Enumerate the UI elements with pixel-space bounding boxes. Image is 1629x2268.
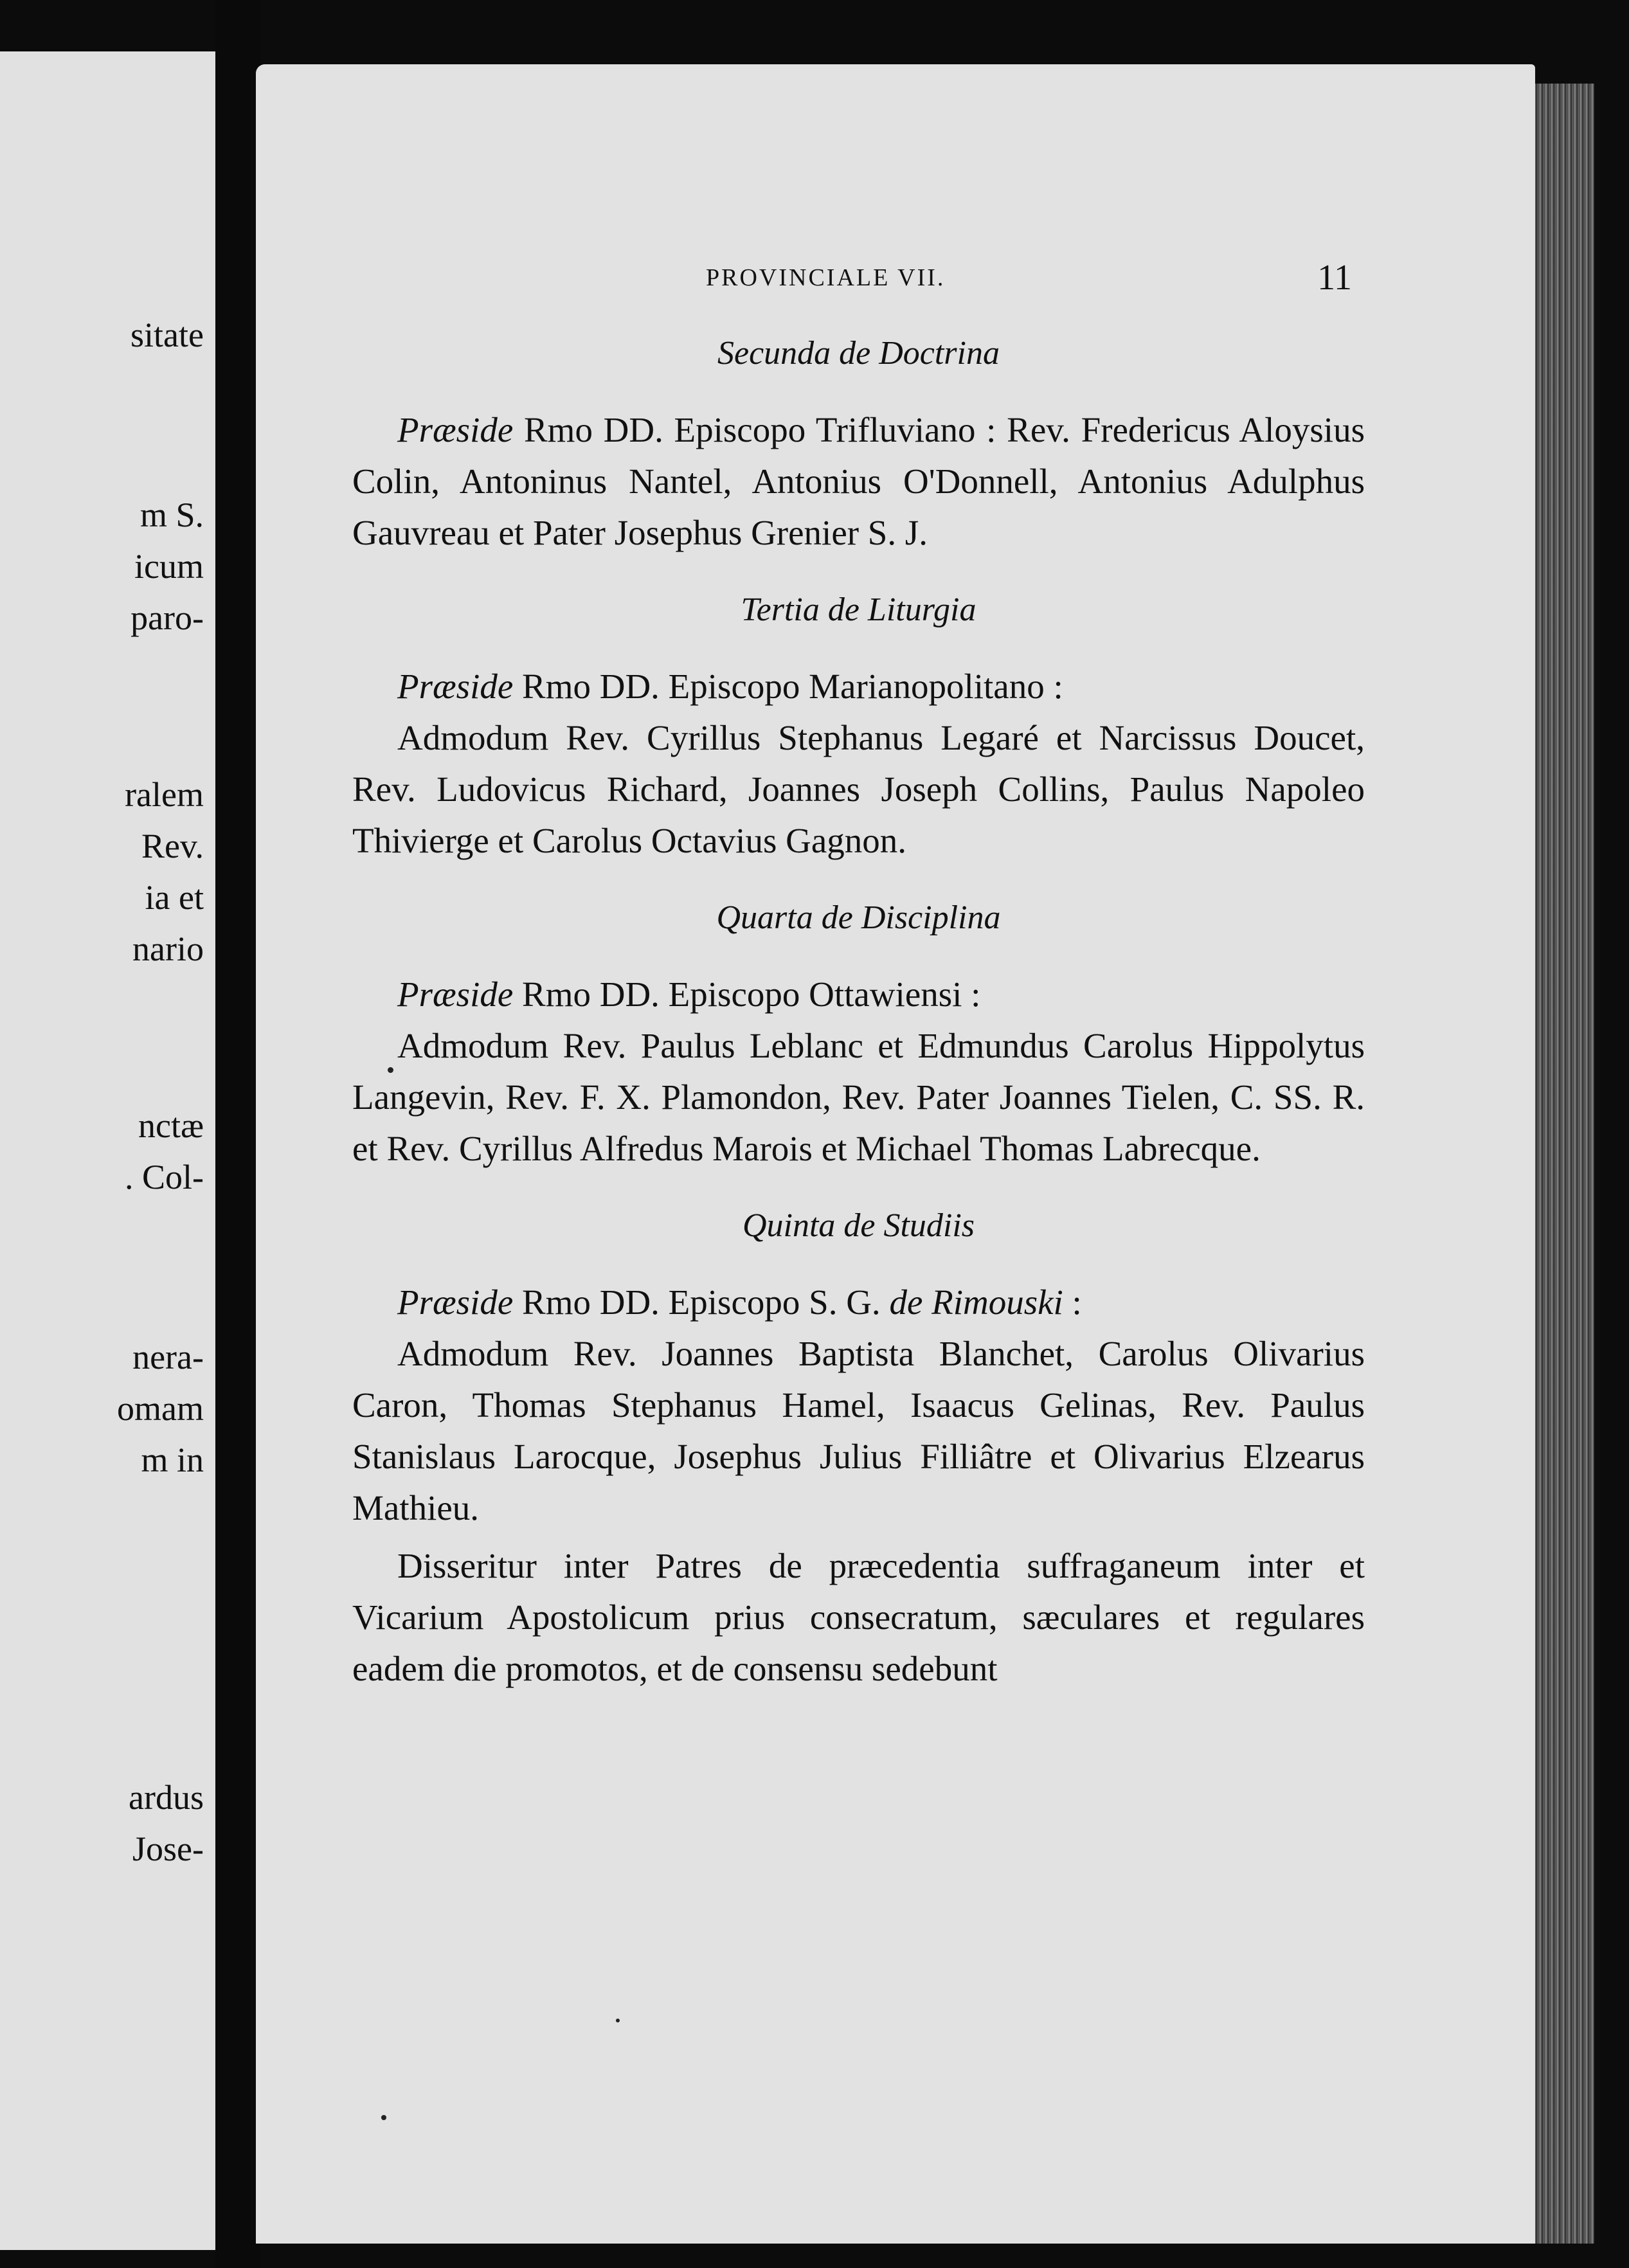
left-page-line: ralem [125, 775, 204, 814]
section-title: Secunda de Doctrina [717, 335, 1000, 372]
preside-end: : [1063, 1282, 1082, 1322]
left-page-line: nario [132, 930, 204, 968]
scan-speck [381, 2115, 386, 2120]
members-paragraph: Admodum Rev. Joannes Baptista Blanchet, Carolus Olivarius Caron, Thomas Stephanus Hamel, Isaacus Gelinas, Rev. Paulus Stanislaus Larocque, Josephus Julius Filliâtre et Olivarius Elzearus Mathieu. [352, 1334, 1365, 1527]
book-page [256, 64, 1535, 2244]
left-page-line: omam [117, 1389, 204, 1428]
preside-label: Præside [397, 975, 514, 1014]
members-paragraph: Admodum Rev. Cyrillus Stephanus Legaré et Narcissus Doucet, Rev. Ludovicus Richard, Joannes Joseph Collins, Paulus Napoleo Thivierge et Carolus Octavius Gagnon. [352, 718, 1365, 860]
section-title: Quarta de Disciplina [716, 899, 1001, 936]
page-content [352, 257, 1365, 1695]
preside-label: Præside [397, 410, 514, 449]
section-title: Tertia de Liturgia [741, 591, 977, 628]
page-number: 11 [1317, 258, 1352, 298]
preside-label: Præside [397, 1282, 514, 1322]
scan-speck [616, 2019, 620, 2022]
left-page-line: Jose- [132, 1830, 204, 1868]
section-paragraph [352, 404, 1365, 559]
scan-speck [388, 1067, 393, 1073]
page-header [352, 257, 1365, 309]
previous-page-fragment [0, 51, 215, 2250]
left-page-line: m S. [140, 496, 204, 534]
preside-text: Rmo DD. Episcopo Ottawiensi : [513, 975, 981, 1014]
running-head: PROVINCIALE VII. [706, 264, 946, 291]
preside-text: Rmo DD. Episcopo Marianopolitano : [513, 667, 1063, 706]
section-paragraph [352, 969, 1365, 1020]
left-page-line: ardus [129, 1778, 204, 1817]
preside-place: de Rimouski [889, 1282, 1063, 1322]
left-page-line: ia et [145, 878, 204, 917]
left-page-line: paro- [130, 598, 204, 637]
section-paragraph [352, 1277, 1365, 1328]
left-page-line: m in [141, 1441, 204, 1479]
left-page-line: sitate [130, 316, 204, 354]
book-gutter [215, 0, 260, 2268]
section-paragraph [352, 661, 1365, 712]
preside-label: Præside [397, 667, 514, 706]
preside-text: Rmo DD. Episcopo S. G. [513, 1282, 890, 1322]
members-paragraph: Admodum Rev. Paulus Leblanc et Edmundus Carolus Hippolytus Langevin, Rev. F. X. Plamondon, Rev. Pater Joannes Tielen, C. SS. R. et Rev. Cyrillus Alfredus Marois et Michael Thomas Labrecque. [352, 1026, 1365, 1168]
closing-paragraph: Disseritur inter Patres de præcedentia suffraganeum inter et Vicarium Apostolicum prius consecratum, sæculares et regulares eadem die promotos, et de consensu sedebunt [352, 1546, 1365, 1688]
left-page-line: Rev. [141, 827, 204, 865]
section-title: Quinta de Studiis [742, 1207, 975, 1244]
preside-text: Rmo DD. Episcopo Trifluviano : Rev. Fredericus Aloysius Colin, Antoninus Nantel, Antonius O'Donnell, Antonius Adulphus Gauvreau et Pater Josephus Grenier S. J. [352, 410, 1365, 552]
left-page-line: icum [134, 547, 204, 586]
left-page-line: . Col- [124, 1158, 204, 1196]
left-page-line: nera- [132, 1338, 204, 1376]
left-page-line: nctæ [138, 1106, 204, 1145]
